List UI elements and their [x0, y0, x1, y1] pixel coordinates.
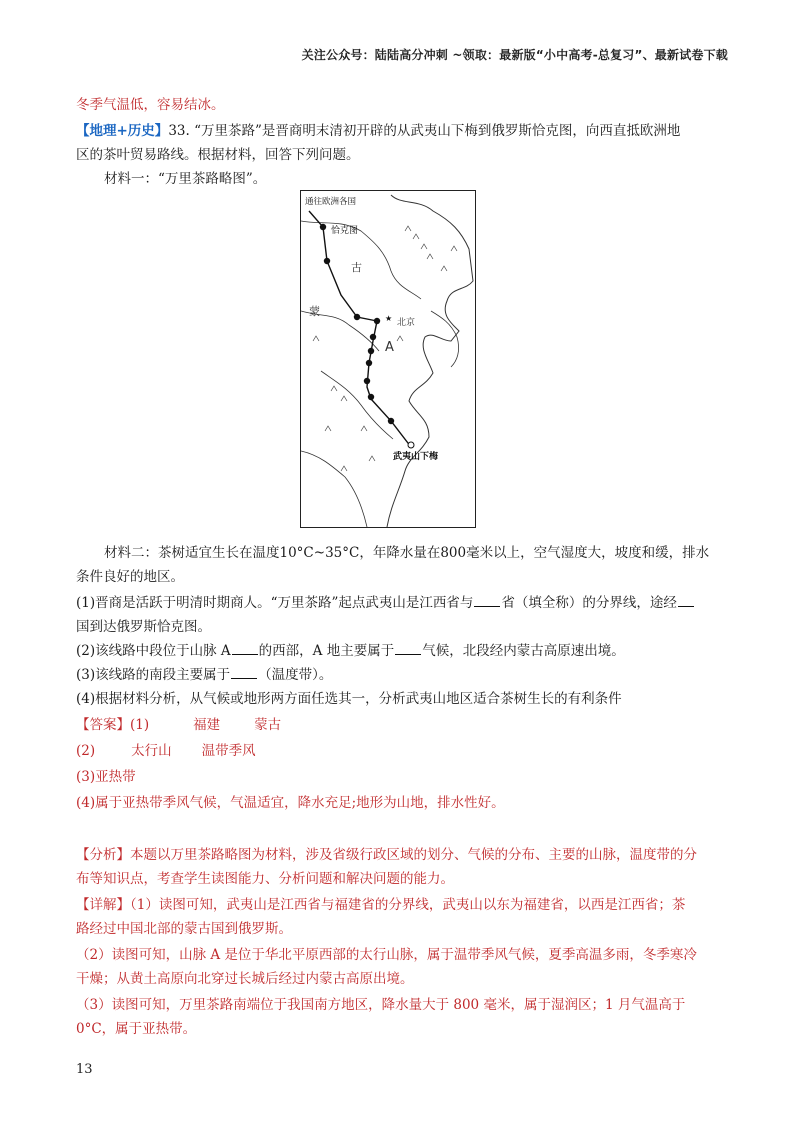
answer-2-number: (2) [76, 743, 96, 759]
analysis-text: 本题以万里茶路略图为材料，涉及省级行政区域的划分、气候的分布、主要的山脉，温度带的分 [130, 847, 697, 863]
detail-line-3: （2）读图可知，山脉 A 是位于华北平原西部的太行山脉，属于温带季风气候，夏季高温多雨，冬季寒冷 [76, 947, 697, 963]
tea-road-map [300, 190, 476, 528]
detail-line-1 [76, 896, 685, 914]
page-header: 关注公众号：陆陆高分冲刺 ~领取：最新版“小中高考-总复习”、最新试卷下载 [301, 48, 728, 62]
blank-country [678, 594, 694, 607]
detail-line-2: 路经过中国北部的蒙古国到俄罗斯。 [76, 921, 292, 937]
beijing-star-icon: ★ [385, 314, 393, 323]
answer-line-4: (4)属于亚热带季风气候，气温适宜，降水充足;地形为山地，排水性好。 [76, 795, 505, 811]
sub-question-2 [76, 642, 625, 660]
q2-text-a: (2)该线路中段位于山脉 A [76, 643, 231, 659]
detail-label: 【详解】 [76, 897, 130, 913]
blank-mountain [232, 642, 258, 655]
label-meng: 蒙 [309, 305, 320, 318]
blank-climate [395, 642, 421, 655]
subject-tag: 【地理+历史】 [76, 123, 169, 139]
material-one-label: 材料一：“万里茶路略图”。 [104, 171, 267, 187]
detail-line-5: （3）读图可知，万里茶路南端位于我国南方地区，降水量大于 800 毫米，属于湿润区；1 月气温高于 [76, 997, 686, 1013]
sub-question-1-line1 [76, 594, 695, 612]
page-number: 13 [76, 1062, 93, 1077]
label-kyakhta: 恰克图 [331, 226, 359, 236]
answer-1-value-1: 福建 [193, 717, 221, 733]
analysis-line-2: 布等知识点，考查学生读图能力、分析问题和解决问题的能力。 [76, 871, 454, 887]
question-stem-line1 [76, 122, 680, 140]
analysis-label: 【分析】 [76, 847, 130, 863]
label-gu: 古 [351, 261, 362, 274]
label-europe: 通往欧洲各国 [305, 197, 357, 207]
q3-text-a: (3)该线路的南段主要属于 [76, 667, 231, 683]
q1-text-b: 省（填全称）的分界线，途经 [501, 595, 677, 611]
answer-line-1 [76, 716, 281, 734]
previous-answer-tail: 冬季气温低，容易结冰。 [76, 97, 225, 113]
answer-line-3: (3)亚热带 [76, 769, 136, 785]
answer-2-value-2: 温带季风 [201, 743, 256, 759]
label-beijing: 北京 [397, 318, 416, 328]
material-two-line1: 材料二：茶树适宜生长在温度10°C~35°C，年降水量在800毫米以上，空气湿度大，坡度和缓，排水 [104, 545, 710, 561]
q3-text-b: （温度带）。 [258, 667, 333, 683]
blank-province [474, 594, 500, 607]
blank-temperature-zone [231, 666, 257, 679]
analysis-line-1 [76, 846, 697, 864]
q1-text-a: (1)晋商是活跃于明清时期商人。“万里茶路”起点武夷山是江西省与 [76, 595, 474, 611]
detail-text: （1）读图可知，武夷山是江西省与福建省的分界线，武夷山以东为福建省，以西是江西省；茶 [130, 897, 686, 913]
answer-label: 【答案】 [76, 717, 130, 733]
stem-text: 33. “万里茶路”是晋商明末清初开辟的从武夷山下梅到俄罗斯恰克图，向西直抵欧洲地 [168, 123, 681, 139]
question-stem-line2: 区的茶叶贸易路线。根据材料，回答下列问题。 [76, 147, 360, 163]
sub-question-3 [76, 666, 332, 684]
detail-line-6: 0°C，属于亚热带。 [76, 1021, 197, 1037]
q2-text-c: 气候，北段经内蒙古高原速出境。 [422, 643, 625, 659]
sub-question-4: (4)根据材料分析，从气候或地形两方面任选其一，分析武夷山地区适合茶树生长的有利条件 [76, 691, 622, 707]
answer-1-value-2: 蒙古 [254, 717, 282, 733]
detail-line-4: 干燥；从黄土高原向北穿过长城后经过内蒙古高原出境。 [76, 971, 414, 987]
sub-question-1-line2: 国到达俄罗斯恰克图。 [76, 619, 211, 635]
label-mountain-a: A [385, 340, 394, 355]
answer-1-number: (1) [130, 717, 150, 733]
answer-line-2 [76, 742, 256, 760]
label-xiamei: 武夷山下梅 [393, 452, 439, 462]
material-two-line2: 条件良好的地区。 [76, 569, 184, 585]
q2-text-b: 的西部，A 地主要属于 [258, 643, 395, 659]
answer-2-value-1: 太行山 [131, 743, 172, 759]
map-svg [301, 191, 475, 527]
